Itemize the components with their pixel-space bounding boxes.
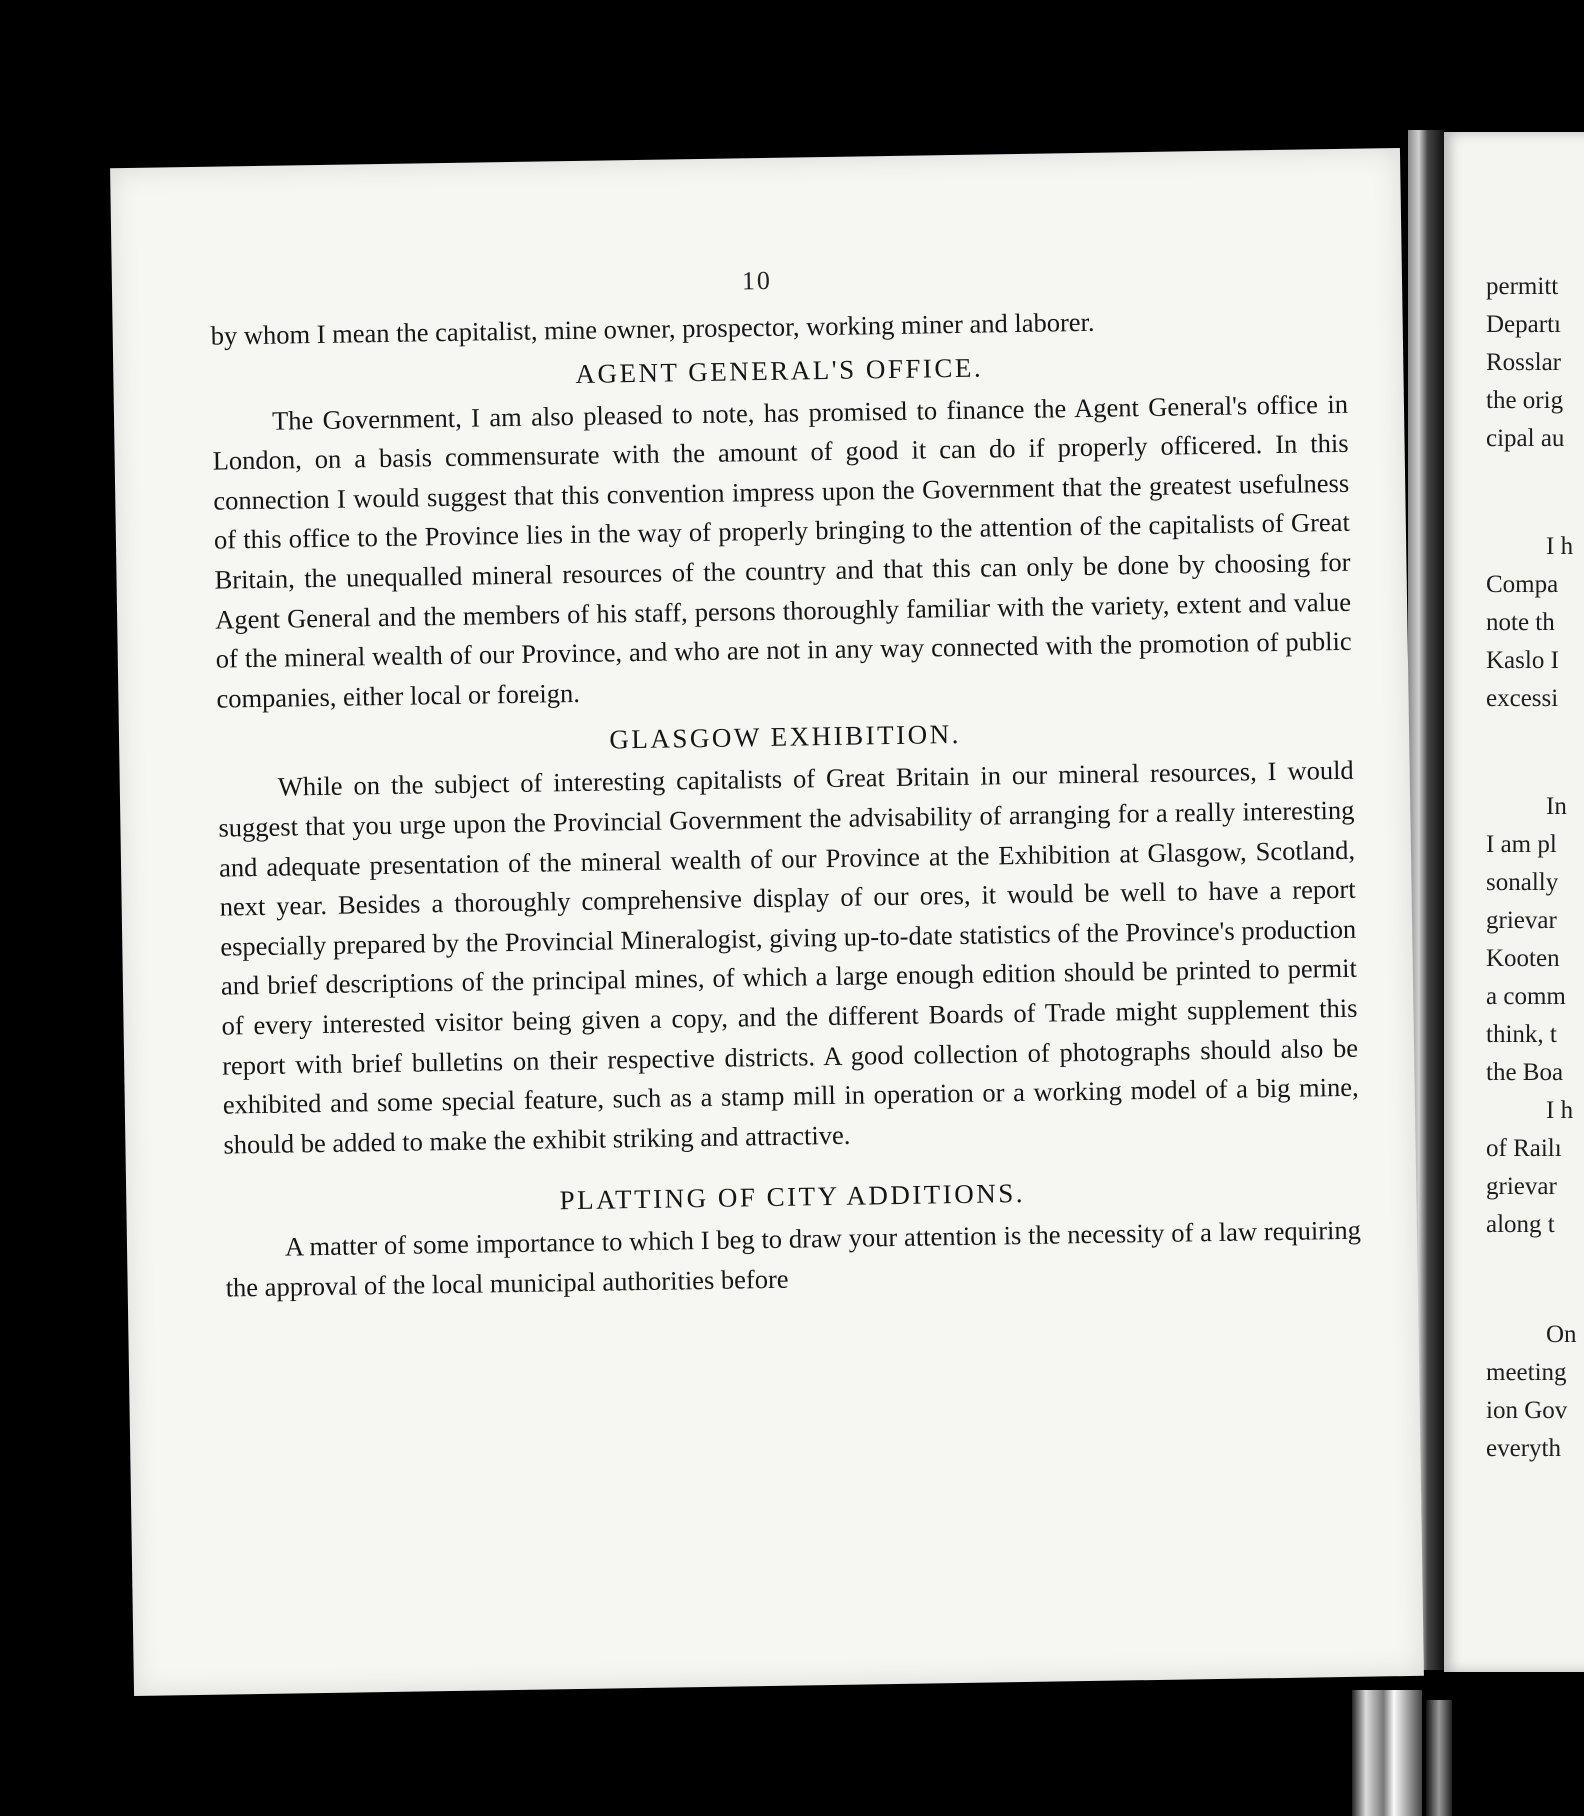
right-page-line: grievar — [1486, 907, 1557, 934]
right-page-line: On — [1546, 1321, 1577, 1348]
right-page-line: Kaslo I — [1486, 647, 1559, 674]
right-page-line: meeting — [1486, 1359, 1567, 1386]
right-page-line: along t — [1486, 1211, 1555, 1238]
right-page-line: Kooten — [1486, 945, 1560, 972]
right-page-line: everyth — [1486, 1435, 1561, 1462]
right-page-line: the orig — [1486, 387, 1564, 414]
right-page-line: think, t — [1486, 1021, 1557, 1048]
right-page-line: I h — [1546, 1097, 1574, 1124]
right-page-line: Departı — [1486, 311, 1561, 338]
book-spine-shadow — [1426, 1700, 1452, 1816]
right-page-line: I am pl — [1486, 831, 1557, 858]
section-body-agent-general: The Government, I am also pleased to note, has promised to finance the Agent General's office in London, on a basis commensurate with the amount of good it can do if properly officered. In this connection I would suggest that this convention impress upon the Government that the greatest usefulness of this office to the Province lies in the way of properly bringing to the attention of the capitalists of Great Britain, the unequalled mineral resources of the country and that this can only be done by choosing for Agent General and the members of his staff, persons thoroughly familiar with the variety, extent and value of the mineral wealth of our Province, and who are not in any way connected with the promotion of public companies, either local or foreign. — [212, 388, 1352, 714]
intro-paragraph: by whom I mean the capitalist, mine owner, prospector, working miner and laborer. — [210, 306, 1095, 351]
book-spine — [1352, 1690, 1422, 1816]
right-page — [1444, 132, 1584, 1672]
section-heading-agent-general: AGENT GENERAL'S OFFICE. — [575, 352, 984, 389]
right-page-line: permitt — [1486, 273, 1559, 300]
section-heading-glasgow-exhibition: GLASGOW EXHIBITION. — [609, 719, 962, 755]
right-page-line: grievar — [1486, 1173, 1557, 1200]
right-page-line: Rosslar — [1486, 349, 1561, 376]
right-page-line: cipal au — [1486, 425, 1565, 452]
right-page-line: sonally — [1486, 869, 1559, 896]
right-page-line: Compa — [1486, 571, 1559, 598]
right-page-line: In — [1546, 793, 1567, 820]
right-page-line: ion Gov — [1486, 1397, 1568, 1424]
page-body — [210, 299, 1361, 1308]
right-page-line: a comm — [1486, 983, 1566, 1010]
right-page-line: note th — [1486, 609, 1555, 636]
left-page — [110, 148, 1424, 1696]
right-page-line: of Railı — [1486, 1135, 1562, 1162]
section-body-glasgow-exhibition: While on the subject of interesting capitalists of Great Britain in our mineral resources, I would suggest that you urge upon the Provincial Government the advisability of arranging for a really interesting and adequate presentation of the mineral wealth of our Province at the Exhibition at Glasgow, Scotland, next year. Besides a thoroughly comprehensive display of our ores, it would be well to have a report especially prepared by the Provincial Mineralogist, giving up-to-date statistics of the Province's production and brief descriptions of the principal mines, of which a large enough edition should be printed to permit of every interested visitor being given a copy, and the different Boards of Trade might supplement this report with brief bulletins on their respective districts. A good collection of photographs should also be exhibited and some special feature, such as a stamp mill in operation or a working model of a big mine, should be added to make the exhibit striking and attractive. — [218, 755, 1359, 1160]
page-number: 10 — [741, 265, 773, 296]
right-page-line: excessi — [1486, 685, 1559, 712]
right-page-line: the Boa — [1486, 1059, 1564, 1086]
section-heading-platting: PLATTING OF CITY ADDITIONS. — [559, 1178, 1026, 1216]
right-page-line: I h — [1546, 533, 1574, 560]
section-body-platting: A matter of some importance to which I beg to draw your attention is the necessity of a law requiring the approval of the local municipal authorities before — [225, 1214, 1362, 1303]
